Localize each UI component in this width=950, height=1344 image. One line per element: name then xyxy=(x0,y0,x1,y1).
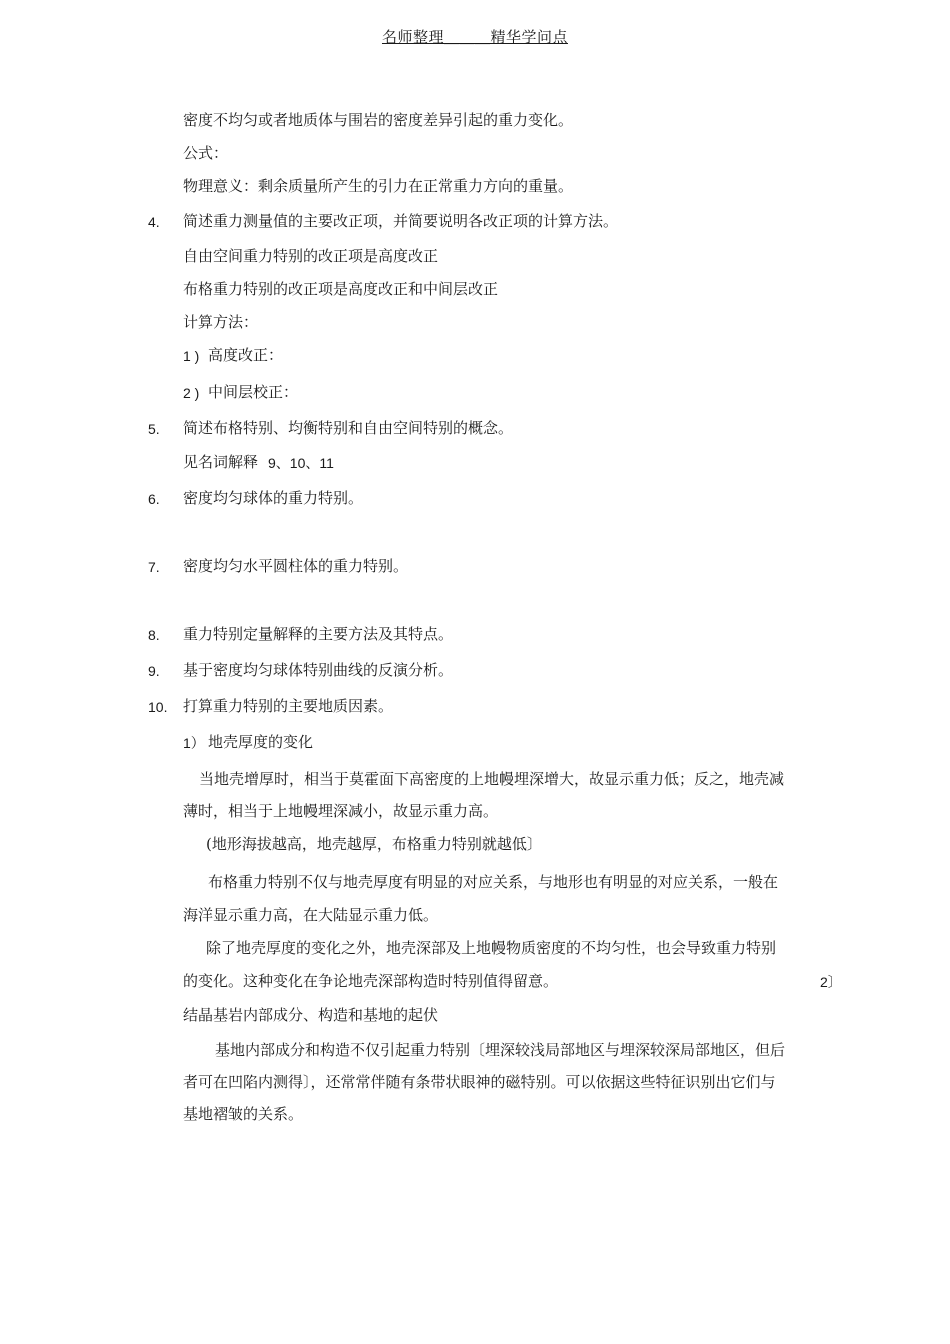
question-text: 打算重力特别的主要地质因素。 xyxy=(183,697,394,715)
question-number: 9. xyxy=(148,663,160,679)
question-number: 5. xyxy=(148,421,160,437)
paragraph-line: 基地内部成分和构造不仅引起重力特别〔埋深较浅局部地区与埋深较深局部地区，但后 xyxy=(215,1041,786,1059)
text-line: 中间层校正： xyxy=(208,383,299,401)
item-number: 2 ) xyxy=(183,385,200,401)
question-number: 6. xyxy=(148,491,160,507)
item-number: 1 ) xyxy=(183,348,200,364)
text-line: 公式： xyxy=(183,144,229,162)
text-line: 物理意义：剩余质量所产生的引力在正常重力方向的重量。 xyxy=(183,177,574,195)
text-line: 布格重力特别的改正项是高度改正和中间层改正 xyxy=(183,280,499,298)
question-text: 密度均匀球体的重力特别。 xyxy=(183,489,364,507)
question-number: 8. xyxy=(148,627,160,643)
section-title: 地壳厚度的变化 xyxy=(208,733,314,751)
question-text: 密度均匀水平圆柱体的重力特别。 xyxy=(183,557,409,575)
question-number: 4. xyxy=(148,214,160,230)
header-title: 名师整理＿＿＿精华学问点 xyxy=(381,28,568,46)
question-number: 10. xyxy=(148,699,168,715)
section-title: 结晶基岩内部成分、构造和基地的起伏 xyxy=(183,1006,439,1024)
text-line: 计算方法： xyxy=(183,313,259,331)
paragraph-line: 海洋显示重力高，在大陆显示重力低。 xyxy=(183,906,439,924)
text-line: 密度不均匀或者地质体与围岩的密度差异引起的重力变化。 xyxy=(183,111,574,129)
question-text: 简述布格特别、均衡特别和自由空间特别的概念。 xyxy=(183,419,514,437)
paragraph-line: (地形海拔越高，地壳越厚，布格重力特别就越低〕 xyxy=(206,835,542,853)
paragraph-line: 的变化。这种变化在争论地壳深部构造时特别值得留意。 xyxy=(183,972,559,990)
text-line: 自由空间重力特别的改正项是高度改正 xyxy=(183,247,439,265)
text-line-numbers: 9、10、11 xyxy=(268,455,334,471)
question-text: 简述重力测量值的主要改正项，并简要说明各改正项的计算方法。 xyxy=(183,212,619,230)
item-number: 2〕 xyxy=(820,974,842,990)
text-line: 见名词解释 xyxy=(183,453,259,471)
page-header xyxy=(0,26,950,47)
question-text: 基于密度均匀球体特别曲线的反演分析。 xyxy=(183,661,454,679)
text-line: 高度改正： xyxy=(208,346,284,364)
question-number: 7. xyxy=(148,559,160,575)
paragraph-line: 薄时，相当于上地幔埋深减小，故显示重力高。 xyxy=(183,802,499,820)
paragraph-line: 布格重力特别不仅与地壳厚度有明显的对应关系，与地形也有明显的对应关系，一般在 xyxy=(208,873,779,891)
paragraph-line: 当地壳增厚时，相当于莫霍面下高密度的上地幔埋深增大，故显示重力低；反之，地壳减 xyxy=(199,770,785,788)
question-text: 重力特别定量解释的主要方法及其特点。 xyxy=(183,625,454,643)
paragraph-line: 基地褶皱的关系。 xyxy=(183,1105,304,1123)
paragraph-line: 者可在凹陷内测得〕，还常常伴随有条带状眼神的磁特别。可以依据这些特征识别出它们与 xyxy=(183,1073,776,1091)
paragraph-line: 除了地壳厚度的变化之外，地壳深部及上地幔物质密度的不均匀性，也会导致重力特别 xyxy=(206,939,777,957)
item-number: 1） xyxy=(183,735,205,751)
